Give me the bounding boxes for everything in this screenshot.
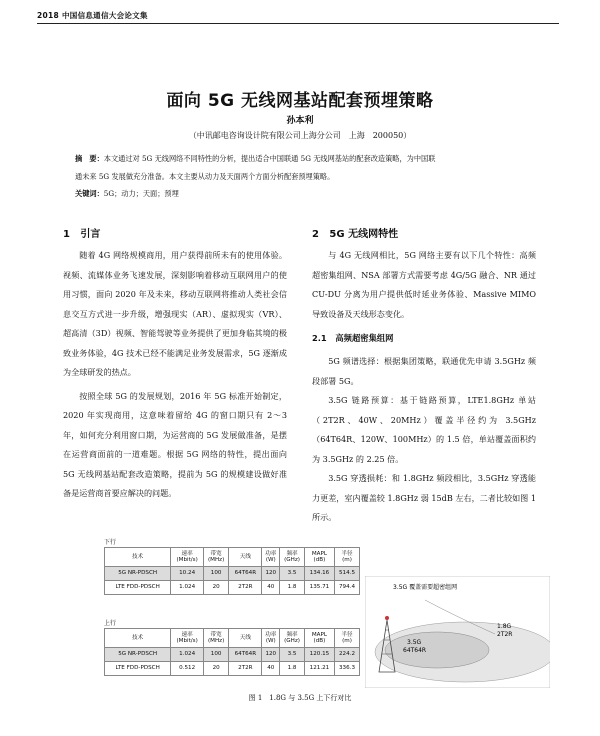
subsection-number: 2.1 bbox=[312, 333, 327, 343]
keywords-label: 关键词： bbox=[75, 189, 104, 198]
table-cell: 2T2R bbox=[229, 581, 262, 595]
features-body bbox=[312, 246, 536, 528]
coverage-35g-area bbox=[385, 632, 489, 668]
label-64t64r: 64T64R bbox=[403, 647, 427, 654]
subsection-heading bbox=[312, 332, 536, 344]
column-header: 天线 bbox=[229, 629, 262, 648]
section-title: 引言 bbox=[80, 229, 101, 240]
intro-body bbox=[63, 246, 287, 504]
column-header: 功率 (W) bbox=[262, 629, 280, 648]
table-cell: 120.15 bbox=[304, 648, 334, 662]
abstract bbox=[75, 150, 523, 186]
column-header: 技术 bbox=[105, 548, 171, 567]
column-header: 带宽 (MHz) bbox=[203, 548, 228, 567]
column-header: 半径 (m) bbox=[335, 629, 360, 648]
table-cell: 1.8 bbox=[280, 662, 305, 676]
table-cell: 3.5 bbox=[280, 567, 305, 581]
section-title: 5G 无线网特性 bbox=[329, 229, 399, 240]
table-cell: 20 bbox=[203, 662, 228, 676]
paper-title: 面向 5G 无线网基站配套预埋策略 bbox=[166, 91, 434, 111]
running-header: 2018 中国信息通信大会论文集 bbox=[37, 11, 148, 20]
column-header: MAPL (dB) bbox=[304, 548, 334, 567]
column-header: 速率 (Mbit/s) bbox=[171, 548, 204, 567]
column-header: 天线 bbox=[229, 548, 262, 567]
table-header-row bbox=[105, 548, 360, 567]
intro-paragraph-2: 按照全球 5G 的发展规划，2016 年 5G 标准开始制定，2020 年实现商用，这意味着留给 4G 的窗口期只有 2～3 年，如何充分利用窗口期，为运营商的 5G 发展做准备，是摆在运营商面前的一道难题。根据 5G 网络的特性，提出面向 5G 无线网基站配套改造策略，提前为 5G 的规模建设做好准备是运营商首要应解决的问题。 bbox=[63, 390, 287, 498]
keywords-text: 5G；动力；天面；预埋 bbox=[103, 189, 179, 198]
table-cell: 10.24 bbox=[171, 567, 204, 581]
keywords bbox=[75, 189, 523, 199]
table-cell: LTE FDD-PDSCH bbox=[105, 662, 171, 676]
table-cell: 100 bbox=[203, 648, 228, 662]
table-row bbox=[105, 567, 360, 581]
column-header: 功率 (W) bbox=[262, 548, 280, 567]
features-paragraph-1: 与 4G 无线网相比，5G 网络主要有以下几个特性：高频超密集组网、NSA 部署方式需要考虑 4G/5G 融合、NR 通过 CU-DU 分离为用户提供低时延业务体验、Massive MIMO 导致设备及天线形态变化。 bbox=[312, 250, 536, 319]
column-header: 技术 bbox=[105, 629, 171, 648]
table-cell: 336.3 bbox=[335, 662, 360, 676]
section-number: 1 bbox=[63, 229, 70, 240]
section-heading-intro bbox=[63, 225, 287, 240]
table-cell: 1.024 bbox=[171, 581, 204, 595]
table-cell: 64T64R bbox=[229, 648, 262, 662]
table-cell: 64T64R bbox=[229, 567, 262, 581]
column-header: 频率 (GHz) bbox=[280, 548, 305, 567]
column-header: MAPL (dB) bbox=[304, 629, 334, 648]
table-cell: 0.512 bbox=[171, 662, 204, 676]
column-header: 带宽 (MHz) bbox=[203, 629, 228, 648]
table-cell: 5G NR-PDSCH bbox=[105, 567, 171, 581]
table-cell: 1.024 bbox=[171, 648, 204, 662]
section-heading-features bbox=[312, 225, 536, 240]
uplink-label: 上行 bbox=[104, 620, 117, 627]
author: 孙本利 bbox=[286, 116, 314, 126]
label-3-5g: 3.5G bbox=[407, 639, 422, 646]
table-cell: 40 bbox=[262, 662, 280, 676]
table-cell: 120 bbox=[262, 648, 280, 662]
diagram-title: 3.5G 覆盖需要超密组网 bbox=[393, 584, 458, 591]
table-row bbox=[105, 662, 360, 676]
table-cell: 120 bbox=[262, 567, 280, 581]
abstract-line1: 本文通过对 5G 无线网络不同特性的分析，提出适合中国联通 5G 无线网基站的配套改造策略，为中国联 bbox=[103, 154, 436, 163]
table-cell: 794.4 bbox=[335, 581, 360, 595]
table-row bbox=[105, 581, 360, 595]
table-cell: 5G NR-PDSCH bbox=[105, 648, 171, 662]
features-paragraph-2: 5G 频谱选择：根据集团策略，联通优先申请 3.5GHz 频段部署 5G。 bbox=[312, 356, 536, 386]
table-cell: 20 bbox=[203, 581, 228, 595]
features-paragraph-3: 3.5G 链路预算：基于链路预算，LTE1.8GHz 单站（2T2R、40W、20MHz）覆盖半径约为 3.5GHz（64T64R、120W、100MHz）的 1.5 倍，单站覆盖面积约为 3.5GHz 的 2.25 倍。 bbox=[312, 395, 536, 464]
column-header: 半径 (m) bbox=[335, 548, 360, 567]
table-cell: 3.5 bbox=[280, 648, 305, 662]
table-cell: 224.2 bbox=[335, 648, 360, 662]
header-rule bbox=[37, 23, 559, 24]
table-cell: 135.71 bbox=[304, 581, 334, 595]
section-number: 2 bbox=[312, 229, 319, 240]
features-paragraph-4: 3.5G 穿透损耗：和 1.8GHz 频段相比，3.5GHz 穿透能力更差，室内覆盖较 1.8GHz 弱 15dB 左右，二者比较如图 1 所示。 bbox=[312, 473, 536, 522]
table-cell: 2T2R bbox=[229, 662, 262, 676]
downlink-table bbox=[104, 547, 360, 595]
subsection-title: 高频超密集组网 bbox=[335, 333, 394, 343]
affiliation: （中讯邮电咨询设计院有限公司上海分公司 上海 200050） bbox=[188, 131, 412, 140]
table-cell: 1.8 bbox=[280, 581, 305, 595]
abstract-label: 摘 要： bbox=[75, 154, 104, 163]
table-cell: 100 bbox=[203, 567, 228, 581]
table-cell: 40 bbox=[262, 581, 280, 595]
figure-caption: 图 1 1.8G 与 3.5G 上下行对比 bbox=[248, 694, 352, 702]
table-header-row bbox=[105, 629, 360, 648]
table-cell: LTE FDD-PDSCH bbox=[105, 581, 171, 595]
abstract-line2: 通未来 5G 发展做充分准备。本文主要从动力及天面两个方面分析配套预埋策略。 bbox=[75, 172, 335, 181]
intro-paragraph-1: 随着 4G 网络规模商用，用户获得前所未有的使用体验。视频、流媒体业务飞速发展，深刻影响着移动互联网用户的使用习惯，面向 2020 年及未来，移动互联网将推动人类社会信息交互方式进一步升级，增强现实（AR）、虚拟现实（VR）、超高清（3D）视频、智能驾驶等业务提供了更加身临其境的极致业务体验，4G 技术已经不能满足业务发展需求，5G 逐渐成为全球研发的热点。 bbox=[63, 250, 287, 377]
coverage-diagram bbox=[365, 576, 550, 688]
label-2t2r: 2T2R bbox=[497, 631, 513, 638]
table-row bbox=[105, 648, 360, 662]
table-cell: 514.5 bbox=[335, 567, 360, 581]
table-cell: 134.16 bbox=[304, 567, 334, 581]
column-header: 速率 (Mbit/s) bbox=[171, 629, 204, 648]
label-1-8g: 1.8G bbox=[497, 623, 512, 630]
table-cell: 121.21 bbox=[304, 662, 334, 676]
column-header: 频率 (GHz) bbox=[280, 629, 305, 648]
uplink-table bbox=[104, 628, 360, 676]
downlink-label: 下行 bbox=[104, 539, 117, 546]
